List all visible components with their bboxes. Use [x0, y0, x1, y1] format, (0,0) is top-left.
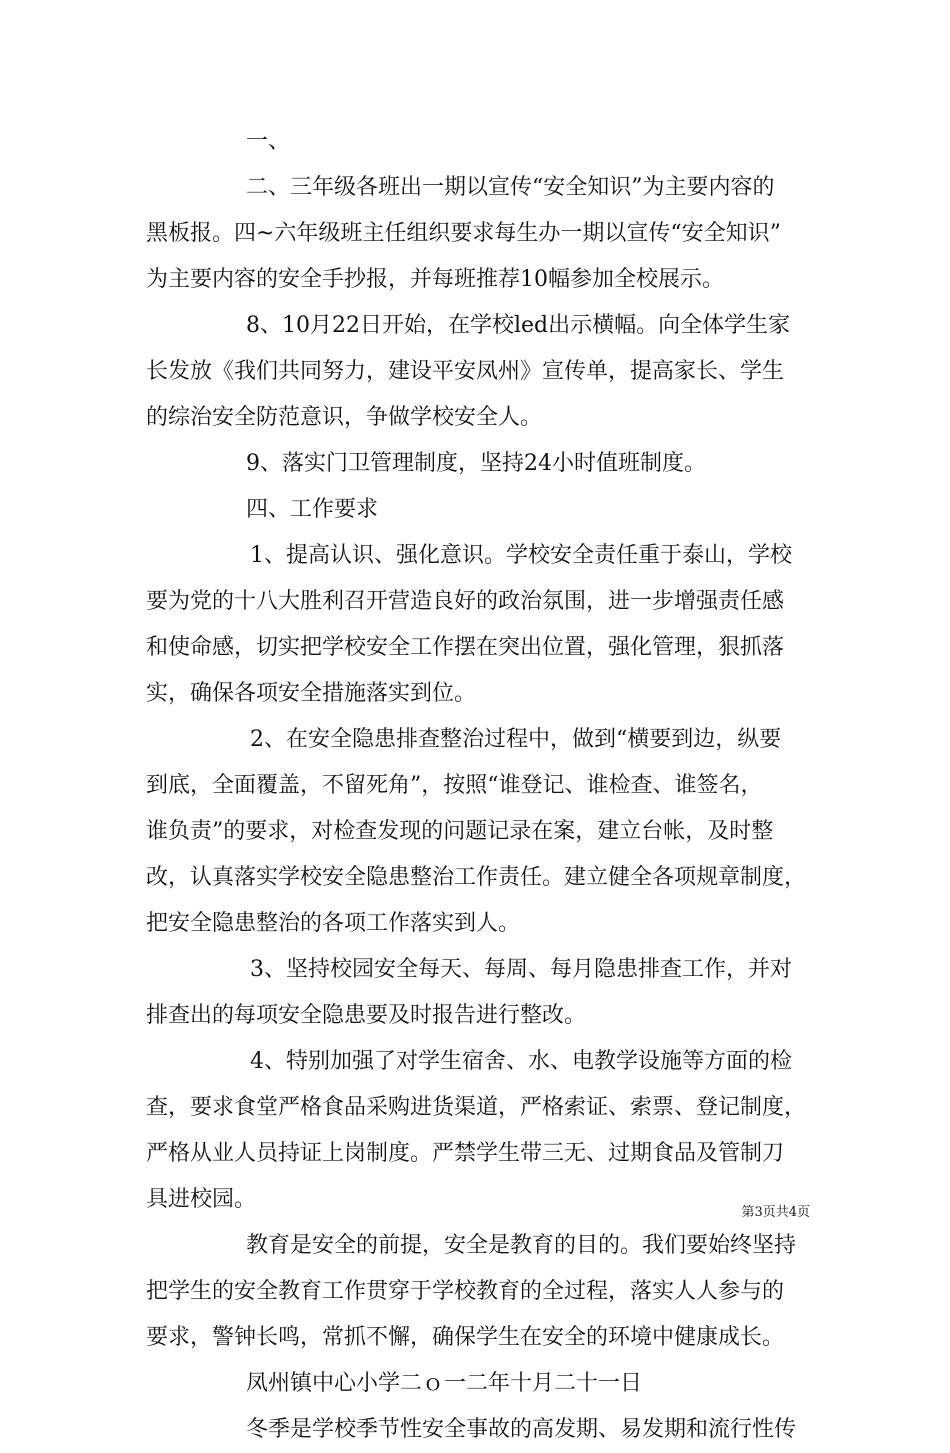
paragraph-line: 要为党的十八大胜利召开营造良好的政治氛围，进一步增强责任感: [146, 589, 785, 614]
paragraph-line: 冬季是学校季节性安全事故的高发期、易发期和流行性传: [246, 1417, 797, 1442]
signature-line: 凤州镇中心小学二ｏ一二年十月二十一日: [246, 1371, 643, 1396]
paragraph-line: 为主要内容的安全手抄报，并每班推荐10幅参加全校展示。: [146, 267, 724, 292]
paragraph-line: 1、提高认识、强化意识。学校安全责任重于泰山，学校: [250, 543, 792, 568]
paragraph-line: 的综治安全防范意识，争做学校安全人。: [146, 405, 543, 430]
page-number: 第3页共4页: [741, 1205, 810, 1220]
paragraph-line: 和使命感，切实把学校安全工作摆在突出位置，强化管理，狠抓落: [146, 635, 785, 660]
paragraph-line: 严格从业人员持证上岗制度。严禁学生带三无、过期食品及管制刀: [146, 1141, 785, 1166]
paragraph-line: 教育是安全的前提，安全是教育的目的。我们要始终坚持: [246, 1233, 797, 1258]
paragraph-line: 把安全隐患整治的各项工作落实到人。: [146, 911, 521, 936]
paragraph-line: 把学生的安全教育工作贯穿于学校教育的全过程，落实人人参与的: [146, 1279, 785, 1304]
paragraph-line: 到底，全面覆盖，不留死角”，按照“谁登记、谁检查、谁签名，: [146, 773, 763, 798]
paragraph-line: 要求，警钟长鸣，常抓不懈，确保学生在安全的环境中健康成长。: [146, 1325, 785, 1350]
paragraph-line: 排查出的每项安全隐患要及时报告进行整改。: [146, 1003, 587, 1028]
document-body: [146, 119, 810, 1453]
paragraph-line: 一、: [246, 129, 291, 154]
paragraph-line: 4、特别加强了对学生宿舍、水、电教学设施等方面的检: [250, 1049, 792, 1074]
paragraph-line: 具进校园。: [146, 1187, 257, 1212]
paragraph-line: 9、落实门卫管理制度，坚持24小时值班制度。: [246, 451, 706, 476]
paragraph-line: 改，认真落实学校安全隐患整治工作责任。建立健全各项规章制度，: [146, 865, 807, 890]
paragraph-line: 实，确保各项安全措施落实到位。: [146, 681, 477, 706]
paragraph-line: 3、坚持校园安全每天、每周、每月隐患排查工作，并对: [250, 957, 792, 982]
paragraph-line: 长发放《我们共同努力，建设平安凤州》宣传单，提高家长、学生: [146, 359, 785, 384]
paragraph-line: 二、三年级各班出一期以宣传“安全知识”为主要内容的: [246, 175, 775, 200]
paragraph-line: 8、10月22日开始，在学校led出示横幅。向全体学生家: [246, 313, 791, 338]
paragraph-line: 查，要求食堂严格食品采购进货渠道，严格索证、索票、登记制度，: [146, 1095, 807, 1120]
section-heading: 四、工作要求: [246, 497, 379, 522]
paragraph-line: 黑板报。四~六年级班主任组织要求每生办一期以宣传“安全知识”: [146, 221, 781, 246]
paragraph-line: 2、在安全隐患排查整治过程中，做到“横要到边，纵要: [250, 727, 782, 752]
paragraph-line: 谁负责”的要求，对检查发现的问题记录在案，建立台帐，及时整: [146, 819, 774, 844]
